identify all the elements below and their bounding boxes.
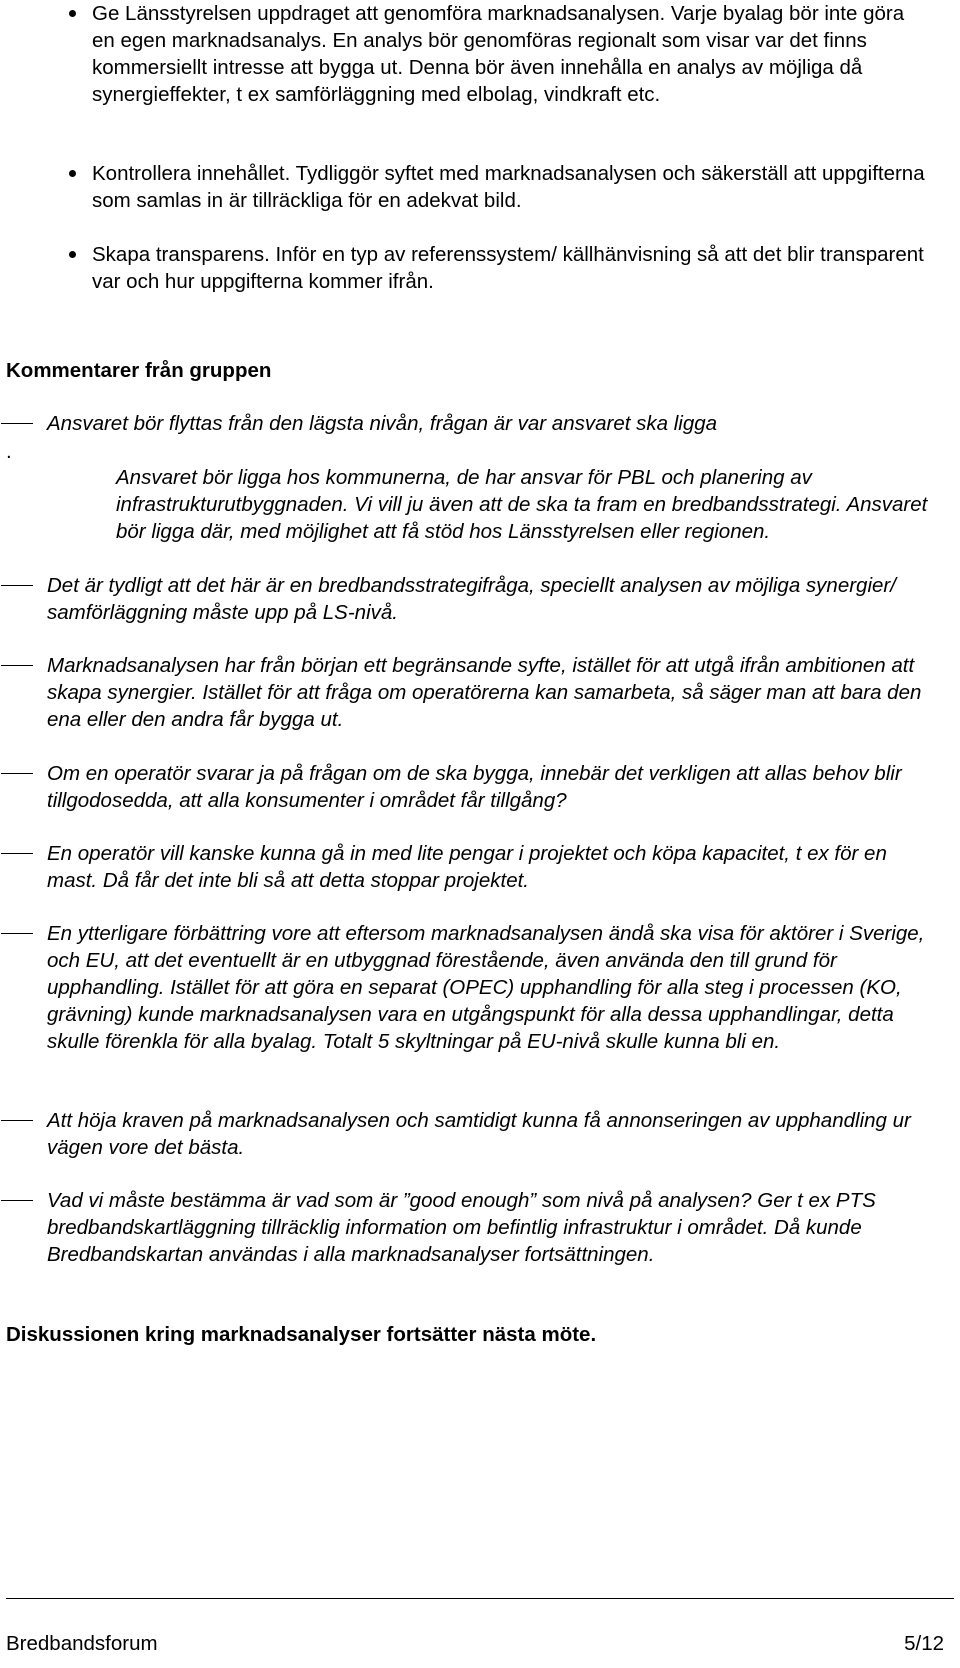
comment-item	[47, 760, 942, 814]
bullet-dot-icon	[69, 10, 76, 17]
bullet-dot-icon	[69, 170, 76, 177]
comment-item	[47, 652, 942, 733]
comment-item	[47, 410, 942, 437]
bullet-text: Ge Länsstyrelsen uppdraget att genomföra marknadsanalysen. Varje byalag bör inte göra en egen marknadsanalys. En analys bör genomföras regionalt som visar var det finns kommersiellt intresse att bygga ut. Denna bör även innehålla en analys av möjliga då synergieffekter, t ex samförläggning med elbolag, vindkraft etc.	[92, 2, 905, 106]
comment-text: Det är tydligt att det här är en bredbandsstrategifråga, speciellt analysen av möjliga synergier/ samförläggning måste upp på LS-nivå.	[47, 574, 896, 624]
page-number: 5/12	[904, 1632, 944, 1655]
dash-icon	[1, 423, 33, 424]
bullet-dot-icon	[69, 251, 76, 258]
comment-text: Marknadsanalysen har från början ett begränsande syfte, istället för att utgå ifrån ambitionen att skapa synergier. Istället för att fråga om operatörerna kan samarbeta, så säger man att bara den ena eller den andra får bygga ut.	[47, 654, 922, 731]
footer-divider	[6, 1598, 954, 1599]
dot-marker: .	[6, 440, 12, 463]
comment-item	[47, 1187, 942, 1268]
bullet-text: Kontrollera innehållet. Tydliggör syftet med marknadsanalysen och säkerställ att uppgifterna som samlas in är tillräckliga för en adekvat bild.	[92, 162, 925, 212]
closing-statement: Diskussionen kring marknadsanalyser fortsätter nästa möte.	[6, 1323, 597, 1346]
comment-text: Vad vi måste bestämma är vad som är ”good enough” som nivå på analysen? Ger t ex PTS bredbandskartläggning tillräcklig information om befintlig infrastruktur i området. Då kunde Bredbandskartan användas i alla marknadsanalyser fortsättningen.	[47, 1189, 876, 1266]
dash-icon	[1, 1120, 33, 1121]
bullet-item	[92, 241, 932, 295]
comment-item	[6, 440, 946, 545]
comment-text: Om en operatör svarar ja på frågan om de ska bygga, innebär det verkligen att allas behov blir tillgodosedda, att alla konsumenter i området får tillgång?	[47, 762, 902, 812]
dash-icon	[1, 665, 33, 666]
dash-icon	[1, 933, 33, 934]
comment-text: En ytterligare förbättring vore att eftersom marknadsanalysen ändå ska visa för aktörer i Sverige, och EU, att det eventuellt är en utbyggnad förestående, även använda den till grund för upphandling. Istället för att göra en separat (OPEC) upphandling för alla steg i processen (KO, grävning) kunde marknadsanalysen vara en utgångspunkt för alla dessa upphandlingar, detta skulle förenkla för alla byalag. Totalt 5 skyltningar på EU-nivå skulle kunna bli en.	[47, 922, 925, 1053]
dash-icon	[1, 1200, 33, 1201]
comment-text: En operatör vill kanske kunna gå in med lite pengar i projektet och köpa kapacitet, t ex för en mast. Då får det inte bli så att detta stoppar projektet.	[47, 842, 887, 892]
comment-item	[47, 572, 942, 626]
comment-item	[47, 1107, 942, 1161]
comment-text: Ansvaret bör flyttas från den lägsta nivån, frågan är var ansvaret ska ligga	[47, 412, 718, 435]
bullet-text: Skapa transparens. Inför en typ av referenssystem/ källhänvisning så att det blir transparent var och hur uppgifterna kommer ifrån.	[92, 243, 924, 293]
comment-item	[47, 840, 942, 894]
comment-item	[47, 920, 942, 1055]
bullet-item	[92, 160, 932, 214]
dash-icon	[1, 585, 33, 586]
bullet-item	[92, 0, 932, 108]
comment-text: Att höja kraven på marknadsanalysen och samtidigt kunna få annonseringen av upphandling ur vägen vore det bästa.	[47, 1109, 911, 1159]
dash-icon	[1, 773, 33, 774]
section-heading: Kommentarer från gruppen	[6, 359, 272, 382]
comment-text: Ansvaret bör ligga hos kommunerna, de har ansvar för PBL och planering av infrastrukturutbyggnaden. Vi vill ju även att de ska ta fram en bredbandsstrategi. Ansvaret bör ligga där, med möjlighet att få stöd hos Länsstyrelsen eller regionen.	[116, 466, 928, 543]
dash-icon	[1, 853, 33, 854]
footer-org-name: Bredbandsforum	[6, 1632, 158, 1655]
